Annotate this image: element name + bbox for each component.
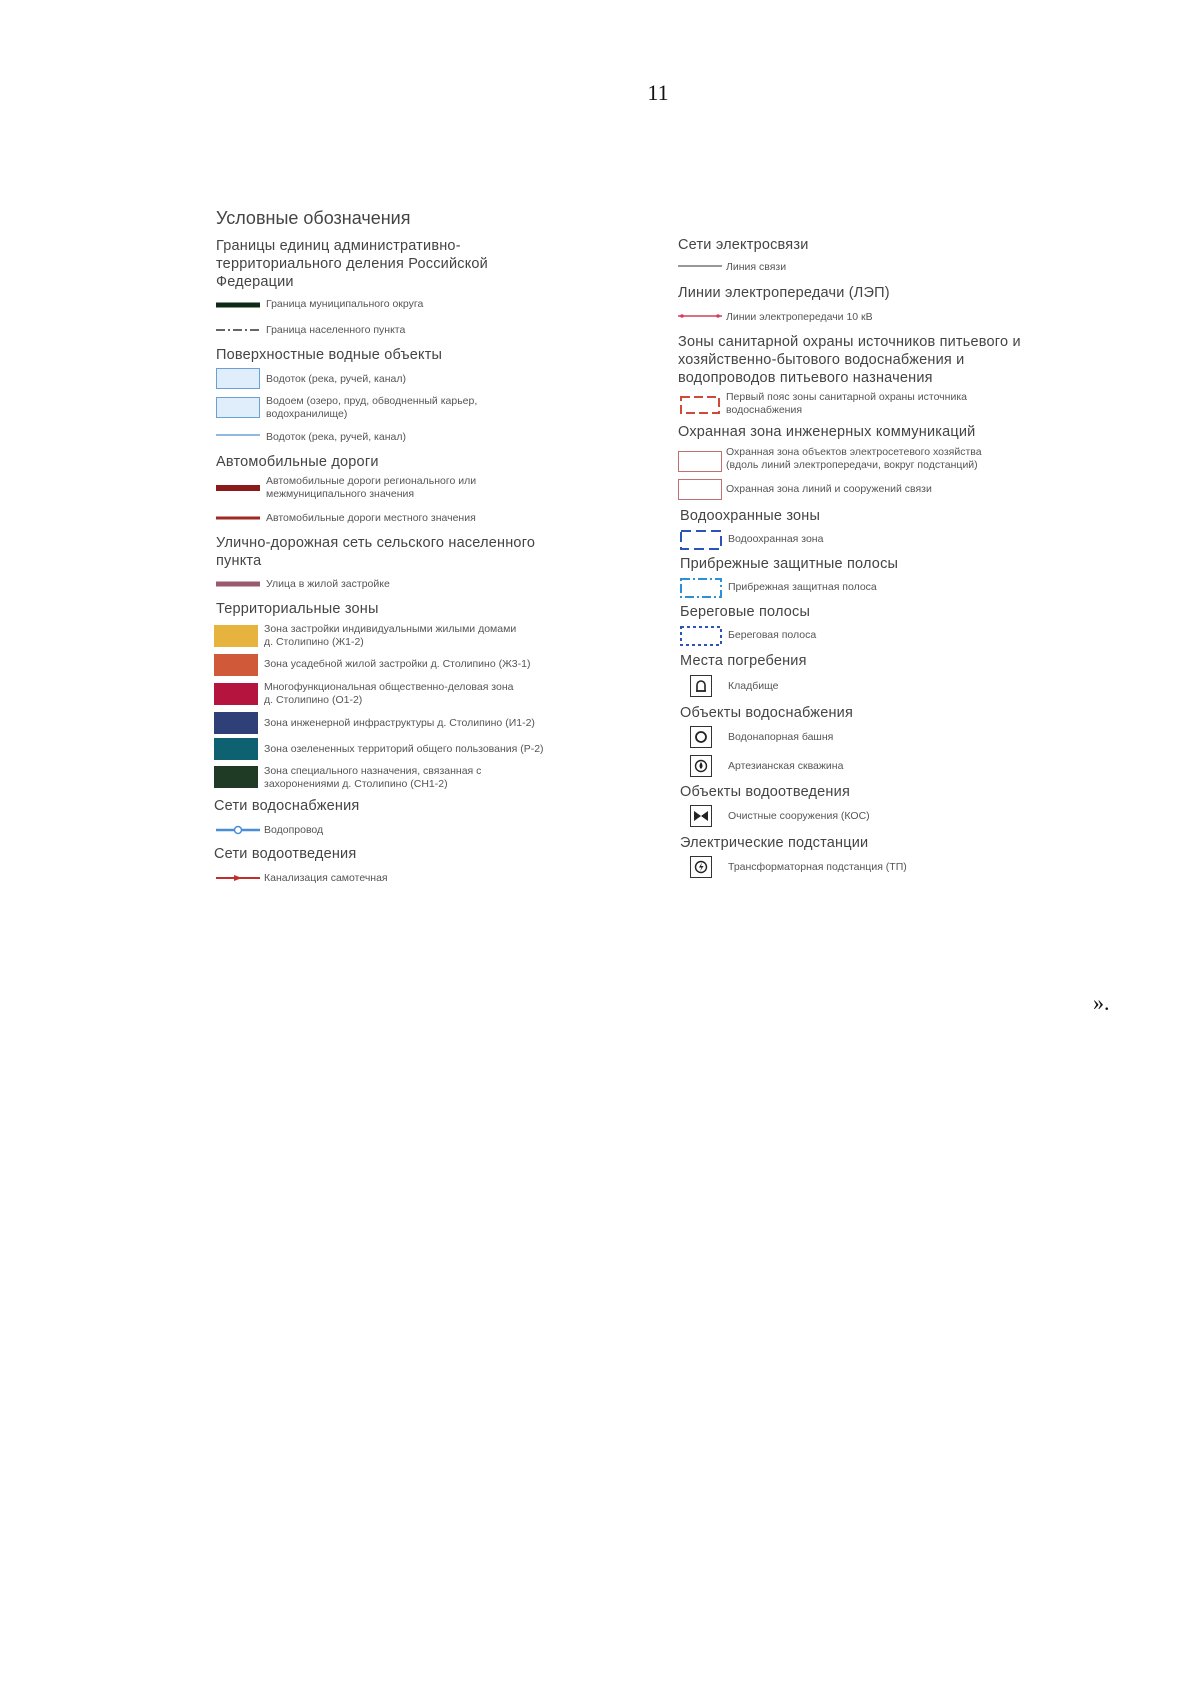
shore-strip-symbol bbox=[680, 626, 722, 646]
line: (вдоль линий электропередачи, вокруг подстанций) bbox=[726, 459, 978, 471]
heading-line: Федерации bbox=[216, 274, 294, 290]
line: межмуниципального значения bbox=[266, 488, 415, 500]
heading-line: хозяйственно-бытового водоснабжения и bbox=[678, 352, 965, 368]
heading-drainage-objects: Объекты водоотведения bbox=[680, 784, 850, 800]
heading-telecom-networks: Сети электросвязи bbox=[678, 237, 809, 253]
line: Зона специального назначения, связанная с bbox=[264, 765, 482, 777]
legend-item-zone-i1-2: Зона инженерной инфраструктуры д. Столипино (И1-2) bbox=[264, 717, 535, 729]
line: Автомобильные дороги регионального или bbox=[266, 475, 477, 487]
sanitary-belt-symbol bbox=[680, 396, 720, 414]
heading-shore-strips: Береговые полосы bbox=[680, 604, 811, 620]
line: Водоем (озеро, пруд, обводненный карьер, bbox=[266, 395, 478, 407]
line: захоронениями д. Столипино (СН1-2) bbox=[264, 778, 448, 790]
legend-title: Условные обозначения bbox=[216, 208, 411, 228]
legend-item-cemetery: Кладбище bbox=[728, 680, 779, 692]
legend-item-power-line-10kv: Линии электропередачи 10 кВ bbox=[726, 311, 873, 323]
line: водохранилище) bbox=[266, 408, 348, 420]
power-line-symbol bbox=[678, 312, 722, 320]
heading-power-lines: Линии электропередачи (ЛЭП) bbox=[678, 285, 890, 301]
heading-line: Зоны санитарной охраны источников питьевого и bbox=[678, 334, 1021, 350]
legend-item-settlement-boundary: Граница населенного пункта bbox=[266, 324, 406, 336]
legend-item-treatment-plant: Очистные сооружения (КОС) bbox=[728, 810, 870, 822]
legend-item-water-protection-zone: Водоохранная зона bbox=[728, 533, 824, 545]
legend-item-coastal-strip: Прибрежная защитная полоса bbox=[728, 581, 877, 593]
legend-item-water-pipe: Водопровод bbox=[264, 824, 324, 836]
page-number: 11 bbox=[647, 80, 669, 105]
legend-item-watercourse-line: Водоток (река, ручей, канал) bbox=[266, 431, 406, 443]
legend-item-residential-street: Улица в жилой застройке bbox=[266, 578, 390, 590]
telecom-line-symbol bbox=[678, 262, 722, 270]
power-protect-zone-swatch bbox=[678, 451, 722, 472]
telecom-protect-zone-swatch bbox=[678, 479, 722, 500]
cemetery-icon bbox=[690, 675, 712, 697]
water-tower-icon bbox=[690, 726, 712, 748]
heading-burial-places: Места погребения bbox=[680, 653, 807, 669]
legend-item-water-tower: Водонапорная башня bbox=[728, 731, 834, 743]
closing-quote-mark: ». bbox=[1093, 990, 1110, 1015]
legend-item-telecom-line: Линия связи bbox=[726, 261, 787, 273]
legend-item-transformer-substation: Трансформаторная подстанция (ТП) bbox=[728, 861, 907, 873]
heading-coastal-protective-strips: Прибрежные защитные полосы bbox=[680, 556, 899, 572]
line: Многофункциональная общественно-деловая зона bbox=[264, 681, 514, 693]
heading-water-objects: Поверхностные водные объекты bbox=[216, 347, 443, 363]
heading-substations: Электрические подстанции bbox=[680, 835, 869, 851]
legend-item-zone-zh3-1: Зона усадебной жилой застройки д. Столипино (Ж3-1) bbox=[264, 658, 531, 670]
legend-item-municipal-boundary: Граница муниципального округа bbox=[266, 298, 424, 310]
heading-roads: Автомобильные дороги bbox=[216, 454, 379, 470]
legend-item-watercourse-area: Водоток (река, ручей, канал) bbox=[266, 373, 406, 385]
legend-item-artesian-well: Артезианская скважина bbox=[728, 760, 844, 772]
legend-item-local-roads: Автомобильные дороги местного значения bbox=[266, 512, 476, 524]
heading-line: Улично-дорожная сеть сельского населенного bbox=[216, 535, 536, 551]
heading-sewer-networks: Сети водоотведения bbox=[214, 846, 357, 862]
heading-line: Границы единиц административно- bbox=[216, 238, 461, 254]
legend-item-telecom-protect-zone: Охранная зона линий и сооружений связи bbox=[726, 483, 932, 495]
heading-sanitary-zones bbox=[678, 333, 1021, 387]
coastal-strip-symbol bbox=[680, 578, 722, 598]
treatment-plant-icon bbox=[690, 805, 712, 827]
legend-item-power-protect-zone bbox=[726, 446, 982, 472]
line: Первый пояс зоны санитарной охраны источника bbox=[726, 391, 967, 403]
line: водоснабжения bbox=[726, 404, 803, 416]
line: Зона застройки индивидуальными жилыми домами bbox=[264, 623, 517, 635]
legend-item-gravity-sewer: Канализация самотечная bbox=[264, 872, 388, 884]
heading-line: территориального деления Российской bbox=[216, 256, 488, 272]
heading-line: водопроводов питьевого назначения bbox=[678, 370, 933, 386]
line: д. Столипино (О1-2) bbox=[264, 694, 363, 706]
legend-item-zone-r-2: Зона озелененных территорий общего пользования (Р-2) bbox=[264, 743, 544, 755]
heading-water-supply-objects: Объекты водоснабжения bbox=[680, 705, 854, 721]
line: Охранная зона объектов электросетевого хозяйства bbox=[726, 446, 982, 458]
artesian-well-icon bbox=[690, 755, 712, 777]
line: д. Столипино (Ж1-2) bbox=[264, 636, 364, 648]
legend-item-shore-strip: Береговая полоса bbox=[728, 629, 817, 641]
water-protection-zone-symbol bbox=[680, 530, 722, 550]
heading-protect-zones: Охранная зона инженерных коммуникаций bbox=[678, 424, 976, 440]
legend-item-sanitary-first-belt bbox=[726, 391, 967, 417]
heading-territorial-zones: Территориальные зоны bbox=[216, 601, 379, 617]
heading-line: пункта bbox=[216, 553, 262, 569]
heading-water-supply-networks: Сети водоснабжения bbox=[214, 798, 360, 814]
heading-water-protection-zones: Водоохранные зоны bbox=[680, 508, 821, 524]
transformer-substation-icon bbox=[690, 856, 712, 878]
